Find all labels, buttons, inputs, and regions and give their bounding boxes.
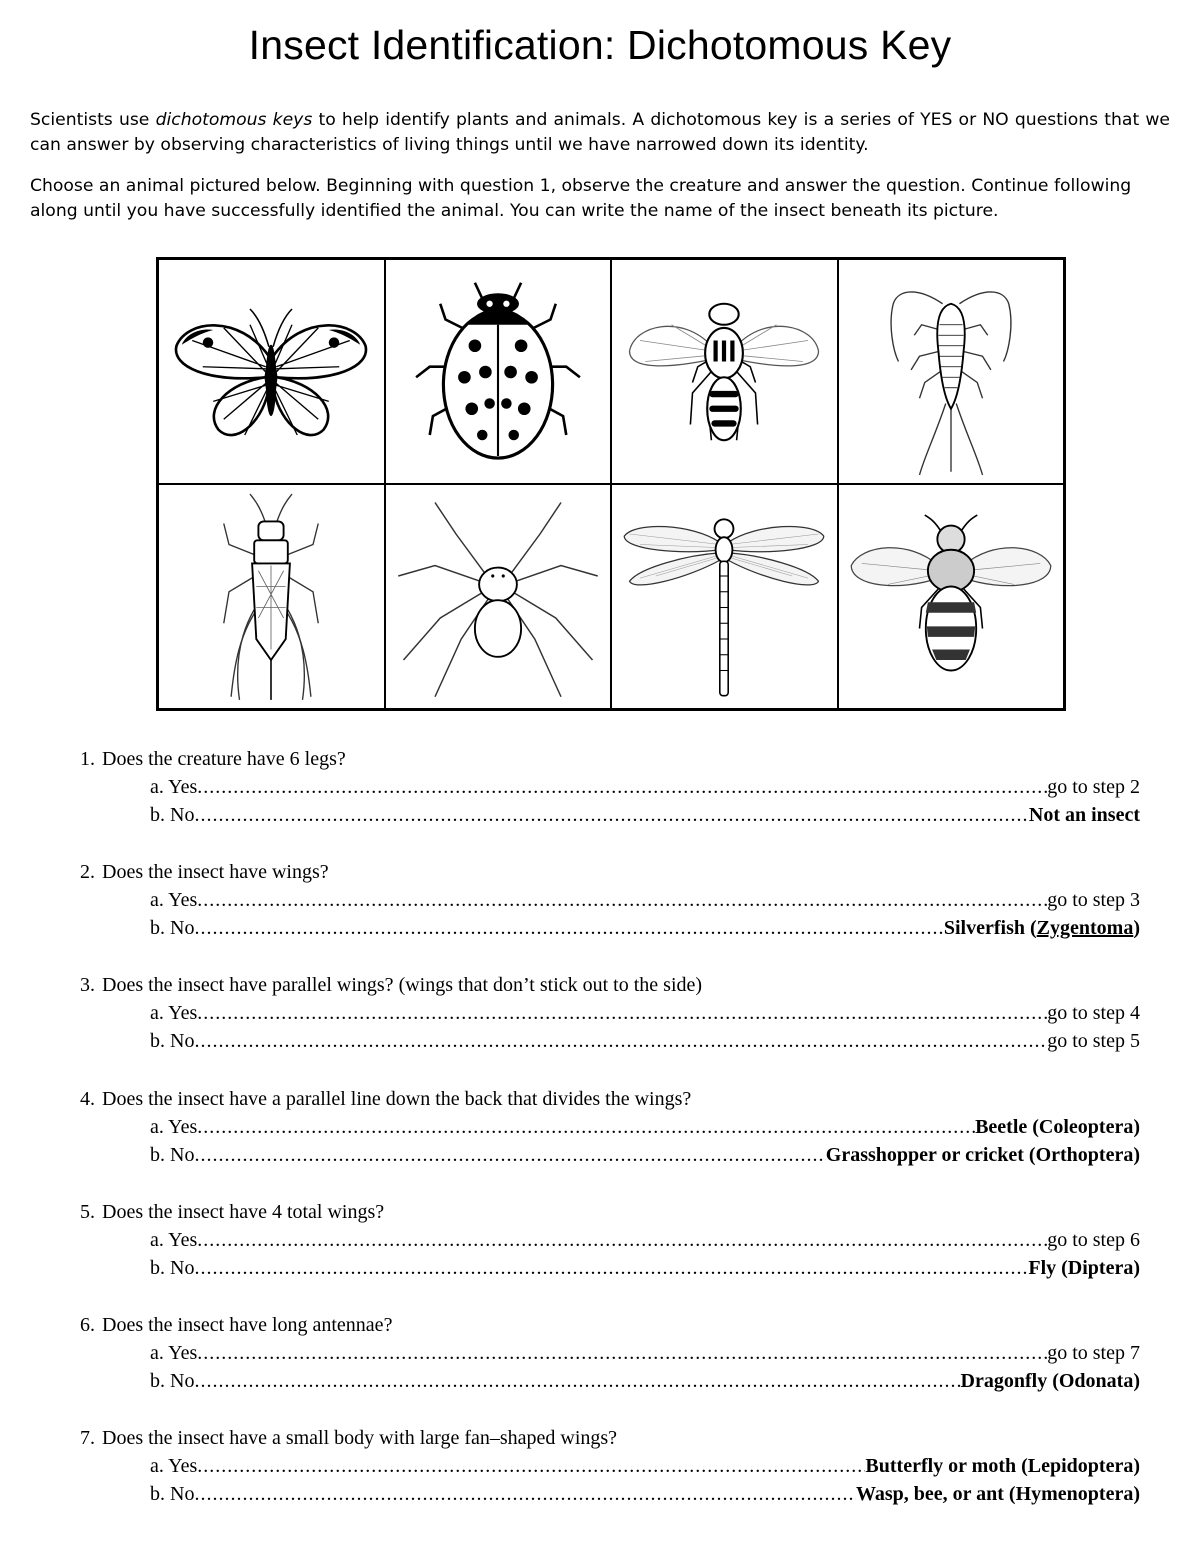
question-block bbox=[80, 974, 1140, 1058]
insect-image-grid bbox=[156, 257, 1066, 711]
option-label: a. Yes bbox=[150, 776, 198, 798]
grid-cell bbox=[385, 484, 612, 709]
question-block bbox=[80, 748, 1140, 832]
question-number: 1. bbox=[80, 748, 95, 770]
dot-leader bbox=[194, 1370, 960, 1393]
dragonfly-icon bbox=[619, 492, 829, 702]
option-result: go to step 6 bbox=[1047, 1229, 1140, 1251]
option-label: b. No bbox=[150, 1030, 195, 1052]
grid-cell bbox=[838, 259, 1065, 484]
question-text: Does the insect have 4 total wings? bbox=[102, 1201, 385, 1223]
question-block bbox=[80, 1088, 1140, 1172]
question-text: Does the insect have a small body with large fan–shaped wings? bbox=[102, 1427, 618, 1449]
grid-cell bbox=[158, 484, 385, 709]
option-result: Butterfly or moth (Lepidoptera) bbox=[865, 1455, 1140, 1477]
option-label: a. Yes bbox=[150, 889, 198, 911]
option-result: go to step 2 bbox=[1047, 776, 1140, 798]
option-label: a. Yes bbox=[150, 1455, 198, 1477]
option-label: a. Yes bbox=[150, 1002, 198, 1024]
option-no-row bbox=[80, 1483, 1140, 1511]
question-text-row bbox=[80, 748, 1140, 776]
option-yes-row bbox=[80, 1455, 1140, 1483]
option-no-row bbox=[80, 1257, 1140, 1285]
dot-leader bbox=[197, 1002, 1047, 1025]
question-text-row bbox=[80, 1314, 1140, 1342]
intro-paragraph-2: Choose an animal pictured below. Beginning with question 1, observe the creature and answer the question. Continue following along until you have successfully identified the animal. You can write the name of the insect beneath its picture. bbox=[30, 176, 1132, 221]
spider-icon bbox=[393, 492, 603, 702]
dot-leader bbox=[197, 776, 1047, 799]
option-result: go to step 4 bbox=[1047, 1002, 1140, 1024]
option-result: go to step 5 bbox=[1047, 1030, 1140, 1052]
question-text: Does the creature have 6 legs? bbox=[102, 748, 346, 770]
option-result: go to step 7 bbox=[1047, 1342, 1140, 1364]
question-text-row bbox=[80, 1427, 1140, 1455]
question-block bbox=[80, 1427, 1140, 1511]
dot-leader bbox=[194, 1144, 825, 1167]
dot-leader bbox=[194, 1257, 1028, 1280]
option-label: a. Yes bbox=[150, 1342, 198, 1364]
option-label: a. Yes bbox=[150, 1116, 198, 1138]
option-result: Grasshopper or cricket (Orthoptera) bbox=[825, 1144, 1140, 1166]
option-result: go to step 3 bbox=[1047, 889, 1140, 911]
silverfish-icon bbox=[846, 267, 1056, 477]
dot-leader bbox=[194, 804, 1028, 827]
dot-leader bbox=[194, 1483, 855, 1506]
dot-leader bbox=[194, 1030, 1047, 1053]
grid-cell bbox=[611, 484, 838, 709]
intro-paragraph-1: Scientists use dichotomous keys to help identify plants and animals. A dichotomous key is a series of YES or NO questions that we can answer by observing characteristics of living things until we have narrowed down its identity. bbox=[30, 110, 1170, 155]
option-label: b. No bbox=[150, 1144, 195, 1166]
option-result: Beetle (Coleoptera) bbox=[975, 1116, 1140, 1138]
option-result: Fly (Diptera) bbox=[1028, 1257, 1140, 1279]
butterfly-icon bbox=[166, 267, 376, 477]
question-text: Does the insect have parallel wings? (wings that don’t stick out to the side) bbox=[102, 974, 703, 996]
option-no-row bbox=[80, 1370, 1140, 1398]
question-text: Does the insect have a parallel line down the back that divides the wings? bbox=[102, 1088, 692, 1110]
option-label: b. No bbox=[150, 804, 195, 826]
option-label: b. No bbox=[150, 1257, 195, 1279]
question-number: 5. bbox=[80, 1201, 95, 1223]
cricket-icon bbox=[166, 492, 376, 702]
option-result: Wasp, bee, or ant (Hymenoptera) bbox=[855, 1483, 1140, 1505]
grid-cell bbox=[385, 259, 612, 484]
question-block bbox=[80, 1314, 1140, 1398]
option-result: Silverfish (Zygentoma) bbox=[943, 917, 1140, 939]
option-no-row bbox=[80, 1144, 1140, 1172]
grid-cell bbox=[611, 259, 838, 484]
page-title: Insect Identification: Dichotomous Key bbox=[248, 22, 952, 68]
option-yes-row bbox=[80, 1116, 1140, 1144]
option-label: b. No bbox=[150, 917, 195, 939]
dot-leader bbox=[197, 1116, 975, 1139]
dot-leader bbox=[197, 1342, 1047, 1365]
question-text-row bbox=[80, 861, 1140, 889]
question-text-row bbox=[80, 1201, 1140, 1229]
question-number: 6. bbox=[80, 1314, 95, 1336]
question-number: 3. bbox=[80, 974, 95, 996]
question-block bbox=[80, 861, 1140, 945]
question-number: 7. bbox=[80, 1427, 95, 1449]
question-text: Does the insect have wings? bbox=[102, 861, 329, 883]
option-yes-row bbox=[80, 776, 1140, 804]
bee-icon bbox=[846, 492, 1056, 702]
option-label: b. No bbox=[150, 1483, 195, 1505]
option-result: Dragonfly (Odonata) bbox=[960, 1370, 1140, 1392]
option-label: b. No bbox=[150, 1370, 195, 1392]
dot-leader bbox=[197, 889, 1047, 912]
option-yes-row bbox=[80, 1002, 1140, 1030]
option-no-row bbox=[80, 917, 1140, 945]
fly-icon bbox=[619, 267, 829, 477]
question-block bbox=[80, 1201, 1140, 1285]
dot-leader bbox=[197, 1229, 1047, 1252]
dot-leader bbox=[197, 1455, 865, 1478]
question-text: Does the insect have long antennae? bbox=[102, 1314, 393, 1336]
option-no-row bbox=[80, 804, 1140, 832]
option-yes-row bbox=[80, 889, 1140, 917]
dot-leader bbox=[194, 917, 943, 940]
question-number: 2. bbox=[80, 861, 95, 883]
option-result: Not an insect bbox=[1028, 804, 1140, 826]
option-yes-row bbox=[80, 1229, 1140, 1257]
option-yes-row bbox=[80, 1342, 1140, 1370]
grid-cell bbox=[838, 484, 1065, 709]
question-text-row bbox=[80, 1088, 1140, 1116]
option-label: a. Yes bbox=[150, 1229, 198, 1251]
question-text-row bbox=[80, 974, 1140, 1002]
option-no-row bbox=[80, 1030, 1140, 1058]
ladybug-icon bbox=[393, 267, 603, 477]
grid-cell bbox=[158, 259, 385, 484]
question-number: 4. bbox=[80, 1088, 95, 1110]
